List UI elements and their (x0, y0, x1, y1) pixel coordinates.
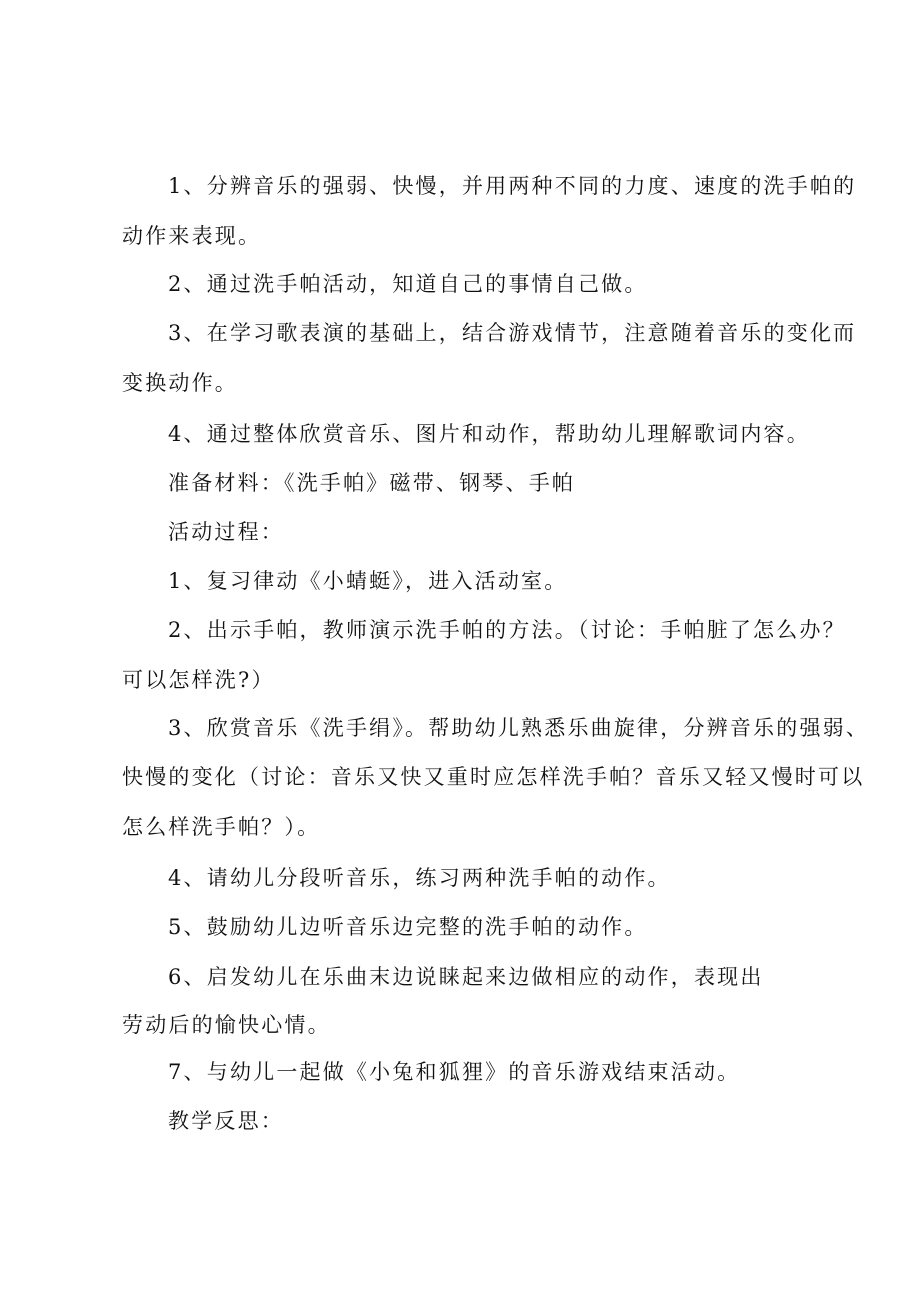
process-step-1-line: 1、复习律动《小蜻蜓》，进入活动室。 (168, 569, 568, 593)
process-heading: 活动过程： (168, 520, 284, 544)
objective-1-line-2: 动作来表现。 (122, 224, 262, 248)
process-step-3-line-1: 3、欣赏音乐《洗手绢》。帮助幼儿熟悉乐曲旋律，分辨音乐的强弱、 (168, 716, 870, 740)
process-step-2-line-2: 可以怎样洗?） (122, 668, 275, 692)
process-step-3-line-3: 怎么样洗手帕？）。 (122, 815, 321, 839)
process-step-7-line: 7、与幼儿一起做《小兔和狐狸》的音乐游戏结束活动。 (168, 1060, 741, 1084)
materials-line: 准备材料：《洗手帕》磁带、钢琴、手帕 (168, 471, 576, 495)
process-step-4-line: 4、请幼儿分段听音乐，练习两种洗手帕的动作。 (168, 866, 671, 890)
process-step-5-line: 5、鼓励幼儿边听音乐边完整的洗手帕的动作。 (168, 915, 648, 939)
objective-1-line-1: 1、分辨音乐的强弱、快慢，并用两种不同的力度、速度的洗手帕的 (168, 174, 857, 198)
objective-3-line-2: 变换动作。 (122, 371, 238, 395)
process-step-2-line-1: 2、出示手帕，教师演示洗手帕的方法。（讨论：手帕脏了怎么办？ (168, 618, 846, 642)
process-step-6-line-2: 劳动后的愉快心情。 (122, 1013, 331, 1037)
objective-4-line: 4、通过整体欣赏音乐、图片和动作，帮助幼儿理解歌词内容。 (168, 422, 810, 446)
objective-3-line-1: 3、在学习歌表演的基础上，结合游戏情节，注意随着音乐的变化而 (168, 321, 857, 345)
process-step-3-line-2: 快慢的变化（讨论：音乐又快又重时应怎样洗手帕？音乐又轻又慢时可以 (122, 765, 865, 789)
process-step-6-line-1: 6、启发幼儿在乐曲末边说睐起来边做相应的动作，表现出 (168, 965, 764, 989)
objective-2-line: 2、通过洗手帕活动，知道自己的事情自己做。 (168, 272, 648, 296)
reflection-heading: 教学反思： (168, 1109, 284, 1133)
